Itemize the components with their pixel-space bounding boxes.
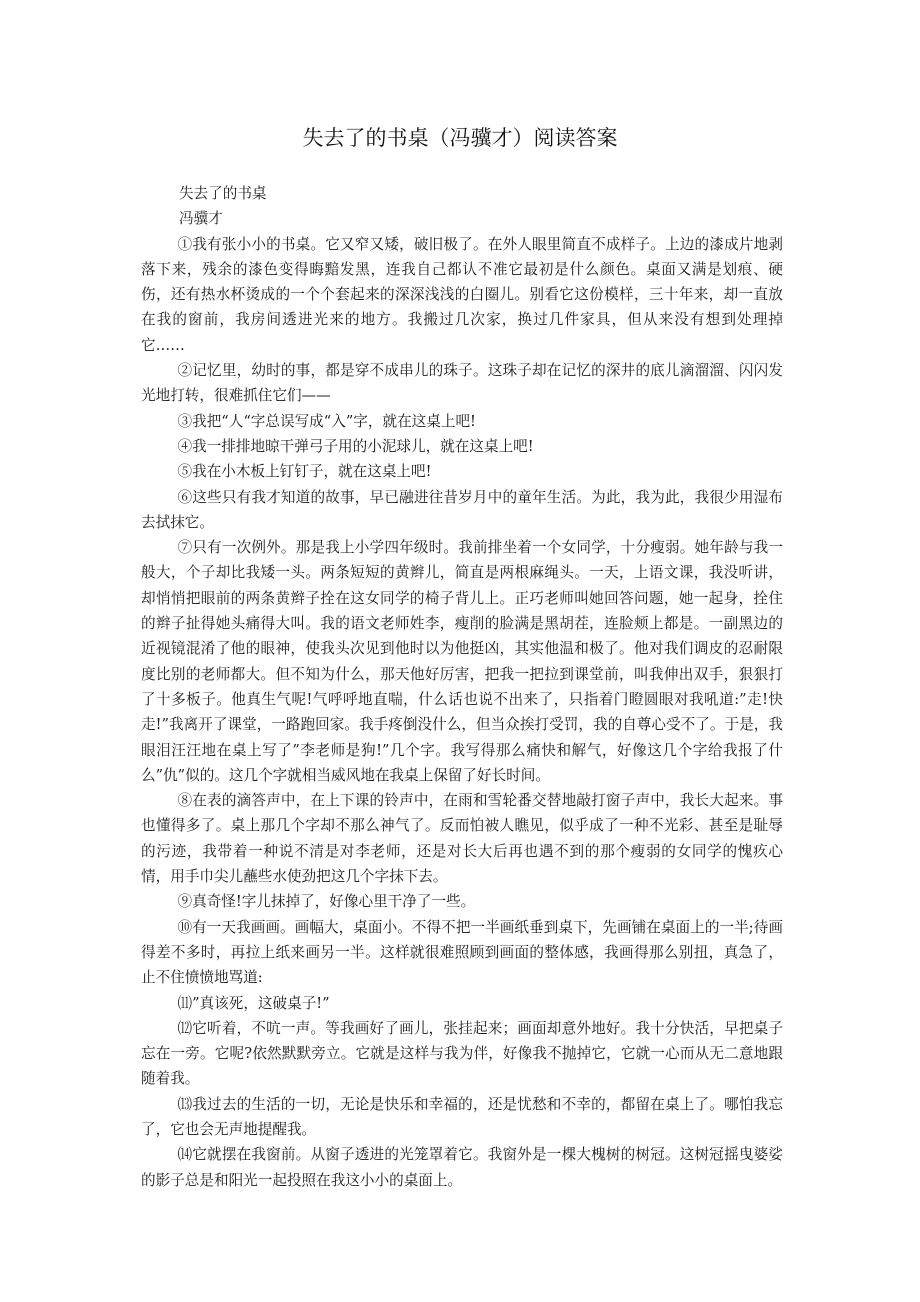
paragraph: ②记忆里，幼时的事，都是穿不成串儿的珠子。这珠子却在记忆的深井的底儿滴溜溜、闪闪发光地打转，很难抓住它们—— bbox=[141, 362, 783, 405]
paragraph: ⑾”真该死，这破桌子!” bbox=[177, 994, 330, 1012]
paragraph: ⒁它就摆在我窗前。从窗子透进的光笼罩着它。我窗外是一棵大槐树的树冠。这树冠摇曳婆娑的影子总是和阳光一起投照在我这小小的桌面上。 bbox=[141, 1146, 783, 1189]
article-title: 失去了的书桌 bbox=[178, 185, 267, 202]
paragraph: ⒀我过去的生活的一切，无论是快乐和幸福的，还是忧愁和不幸的，都留在桌上了。哪怕我忘了，它也会无声地提醒我。 bbox=[141, 1095, 783, 1138]
paragraph: ⑧在表的滴答声中，在上下课的铃声中，在雨和雪轮番交替地敲打窗子声中，我长大起来。事也懂得多了。桌上那几个字却不那么神气了。反而怕被人瞧见，似乎成了一种不光彩、甚至是耻辱的污迹，我带着一种说不清是对李老师，还是对长大后再也遇不到的那个瘦弱的女同学的愧疚心情，用手巾尖儿蘸些水使劲把这几个字抹下去。 bbox=[141, 792, 783, 886]
paragraph: ⑤我在小木板上钉钉子，就在这桌上吧! bbox=[177, 463, 432, 481]
paragraph: ⑦只有一次例外。那是我上小学四年级时。我前排坐着一个女同学，十分瘦弱。她年龄与我一般大，个子却比我矮一头。两条短短的黄辫儿，简直是两根麻绳头。一天，上语文课，我没听讲，却悄悄把眼前的两条黄辫子拴在这女同学的椅子背儿上。正巧老师叫她回答问题，她一起身，拴住的辫子扯得她头痛得大叫。我的语文老师姓李，瘦削的脸满是黑胡茬，连脸颊上都是。一副黑边的近视镜混淆了他的眼神，使我头次见到他时以为他挺凶，其实他温和极了。他对我们调皮的忍耐限度比别的老师都大。但不知为什么，那天他好厉害，把我一把拉到课堂前，叫我伸出双手，狠狠打了十多板子。他真生气呢!气呼呼地直喘，什么话也说不出来了，只指着门瞪圆眼对我吼道:”走!快走!”我离开了课堂，一路跑回家。我手疼倒没什么，但当众挨打受罚，我的自尊心受不了。于是，我眼泪汪汪地在桌上写了”李老师是狗!”几个字。我写得那么痛快和解气，好像这几个字给我报了什么”仇”似的。这几个字就相当威风地在我桌上保留了好长时间。 bbox=[141, 539, 783, 784]
paragraph: ⑩有一天我画画。画幅大，桌面小。不得不把一半画纸垂到桌下，先画铺在桌面上的一半;待画得差不多时，再拉上纸来画另一半。这样就很难照顾到画面的整体感，我画得那么别扭，真急了，止不住愤愤地骂道: bbox=[141, 918, 783, 987]
article-body bbox=[141, 181, 783, 1193]
paragraph: ⑥这些只有我才知道的故事，早已融进往昔岁月中的童年生活。为此，我为此，我很少用湿布去拭抹它。 bbox=[141, 488, 783, 531]
article-author: 冯骥才 bbox=[178, 210, 223, 228]
paragraph: ③我把“人“字总误写成“入”字，就在这桌上吧! bbox=[177, 412, 476, 430]
paragraph: ①我有张小小的书桌。它又窄又矮，破旧极了。在外人眼里简直不成样子。上边的漆成片地剥落下来，残余的漆色变得晦黯发黑，连我自己都认不准它最初是什么颜色。桌面又满是划痕、硬伤，还有热水杯烫成的一个个套起来的深深浅浅的白圈儿。别看它这份模样，三十年来，却一直放在我的窗前，我房间透进光来的地方。我搬过几次家，换过几件家具，但从来没有想到处理掉它…… bbox=[141, 235, 783, 354]
paragraph: ⑿它听着，不吭一声。等我画好了画儿，张挂起来；画面却意外地好。我十分快活，早把桌子忘在一旁。它呢?依然默默旁立。它就是这样与我为伴，好像我不抛掉它，它就一心而从无二意地跟随着我。 bbox=[141, 1019, 783, 1088]
document-title: 失去了的书桌（冯骥才）阅读答案 bbox=[302, 126, 618, 150]
paragraph: ④我一排排地晾干弹弓子用的小泥球儿，就在这桌上吧! bbox=[177, 437, 534, 455]
paragraph: ⑨真奇怪!字儿抹掉了，好像心里干净了一些。 bbox=[177, 893, 476, 911]
